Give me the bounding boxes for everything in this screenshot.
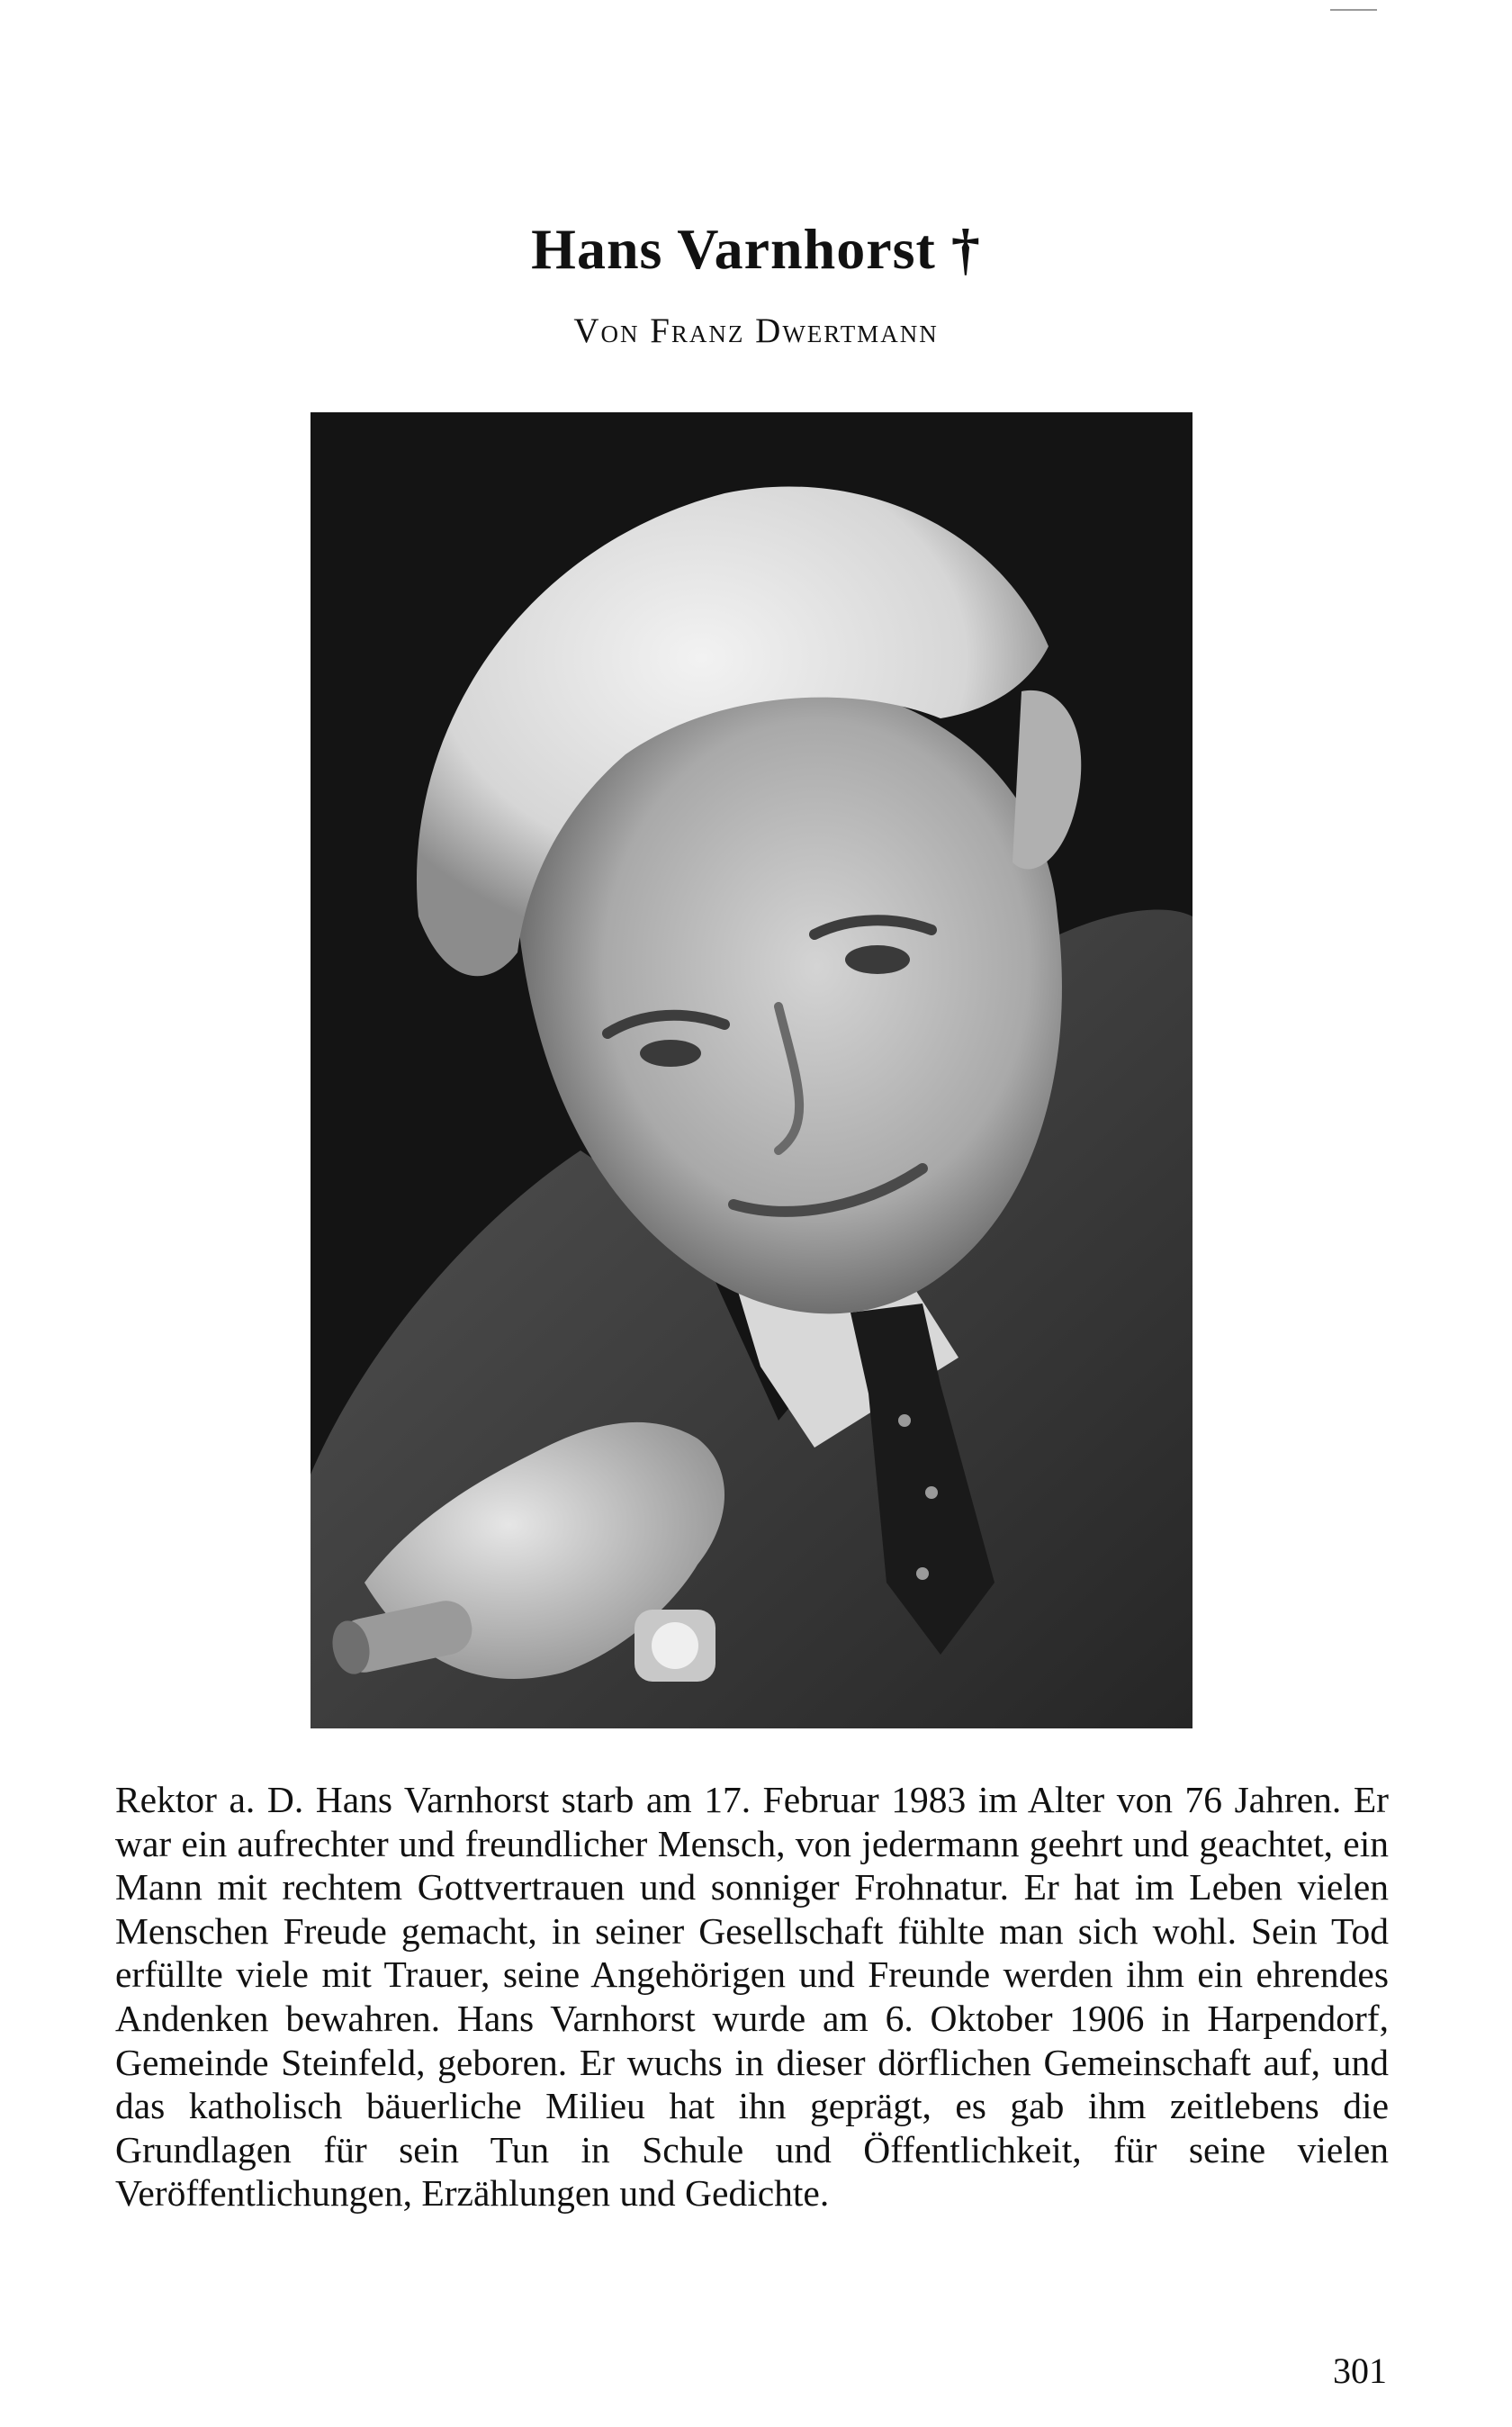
top-rule — [1330, 9, 1377, 11]
byline: Von Franz Dwertmann — [573, 311, 939, 350]
body-paragraph: Rektor a. D. Hans Varnhorst starb am 17. Februar 1983 im Alter von 76 Jahren. Er war ein aufrechter und freundlicher Mensch, von jedermann geehrt und geachtet, ein Mann mit rechtem Gottvertrauen und sonniger Frohnatur. Er hat im Leben vielen Menschen Freude gemacht, in seiner Gesellschaft fühlte man sich wohl. Sein Tod erfüllte viele mit Trauer, seine Angehörigen und Freunde werden ihm ein ehrendes Andenken bewahren. Hans Varnhorst wurde am 6. Oktober 1906 in Harpendorf, Gemeinde Steinfeld, geboren. Er wuchs in dieser dörflichen Gemeinschaft auf, und das katholisch bäuerliche Milieu hat ihn geprägt, es gab ihm zeitlebens die Grundlagen für sein Tun in Schule und Öffentlichkeit, für seine vielen Veröffentlichungen, Erzählungen und Gedichte. — [115, 1779, 1389, 2215]
portrait-illustration — [310, 412, 1192, 1728]
page-title: Hans Varnhorst † — [531, 217, 981, 281]
portrait-photo — [310, 412, 1192, 1728]
page-number: 301 — [1333, 2350, 1387, 2391]
